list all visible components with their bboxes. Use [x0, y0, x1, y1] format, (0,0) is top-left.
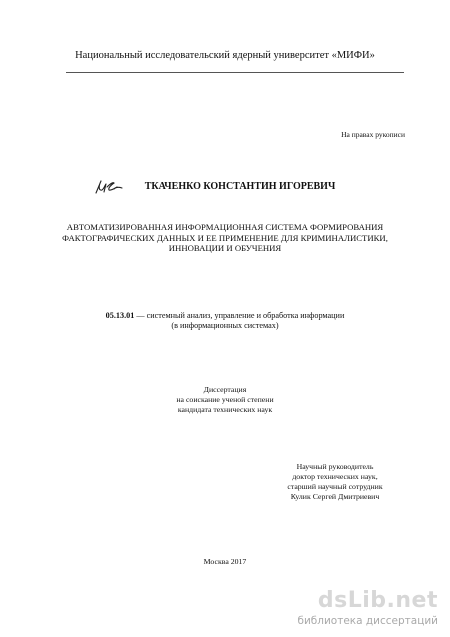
- header-divider: [66, 72, 404, 73]
- specialty-line-2: (в информационных системах): [171, 321, 279, 330]
- supervisor-line: Научный руководитель: [296, 462, 374, 471]
- university-name: Национальный исследовательский ядерный университет «МИФИ»: [75, 50, 375, 61]
- watermark-brand: dsLib.net: [317, 588, 438, 613]
- degree-line: кандидата технических наук: [177, 405, 273, 414]
- title-line: ИННОВАЦИИ И ОБУЧЕНИЯ: [168, 243, 282, 253]
- specialty-text: — системный анализ, управление и обработка информации: [134, 311, 345, 320]
- supervisor-line: доктор технических наук,: [292, 472, 378, 481]
- watermark: [286, 588, 438, 632]
- specialty: [40, 311, 410, 331]
- title-line: ФАКТОГРАФИЧЕСКИХ ДАННЫХ И ЕЕ ПРИМЕНЕНИЕ ДЛЯ КРИМИНАЛИСТИКИ,: [62, 232, 388, 243]
- degree-line: Диссертация: [203, 385, 247, 394]
- specialty-code: 05.13.01: [105, 311, 135, 320]
- supervisor-name: Кулик Сергей Дмитриевич: [290, 492, 380, 501]
- dissertation-title: [50, 222, 400, 254]
- title-line: АВТОМАТИЗИРОВАННАЯ ИНФОРМАЦИОННАЯ СИСТЕМА ФОРМИРОВАНИЯ: [66, 222, 384, 232]
- supervisor-block: [270, 462, 400, 502]
- specialty-line: [40, 311, 410, 321]
- supervisor-line: старший научный сотрудник: [287, 482, 383, 491]
- watermark-tagline: библиотека диссертаций: [297, 615, 438, 627]
- degree-line: на соискание ученой степени: [176, 395, 274, 404]
- manuscript-note: На правах рукописи: [341, 130, 405, 139]
- author-name: ТКАЧЕНКО КОНСТАНТИН ИГОРЕВИЧ: [144, 181, 336, 192]
- degree-info: [0, 385, 450, 415]
- city-year: Москва 2017: [203, 557, 247, 566]
